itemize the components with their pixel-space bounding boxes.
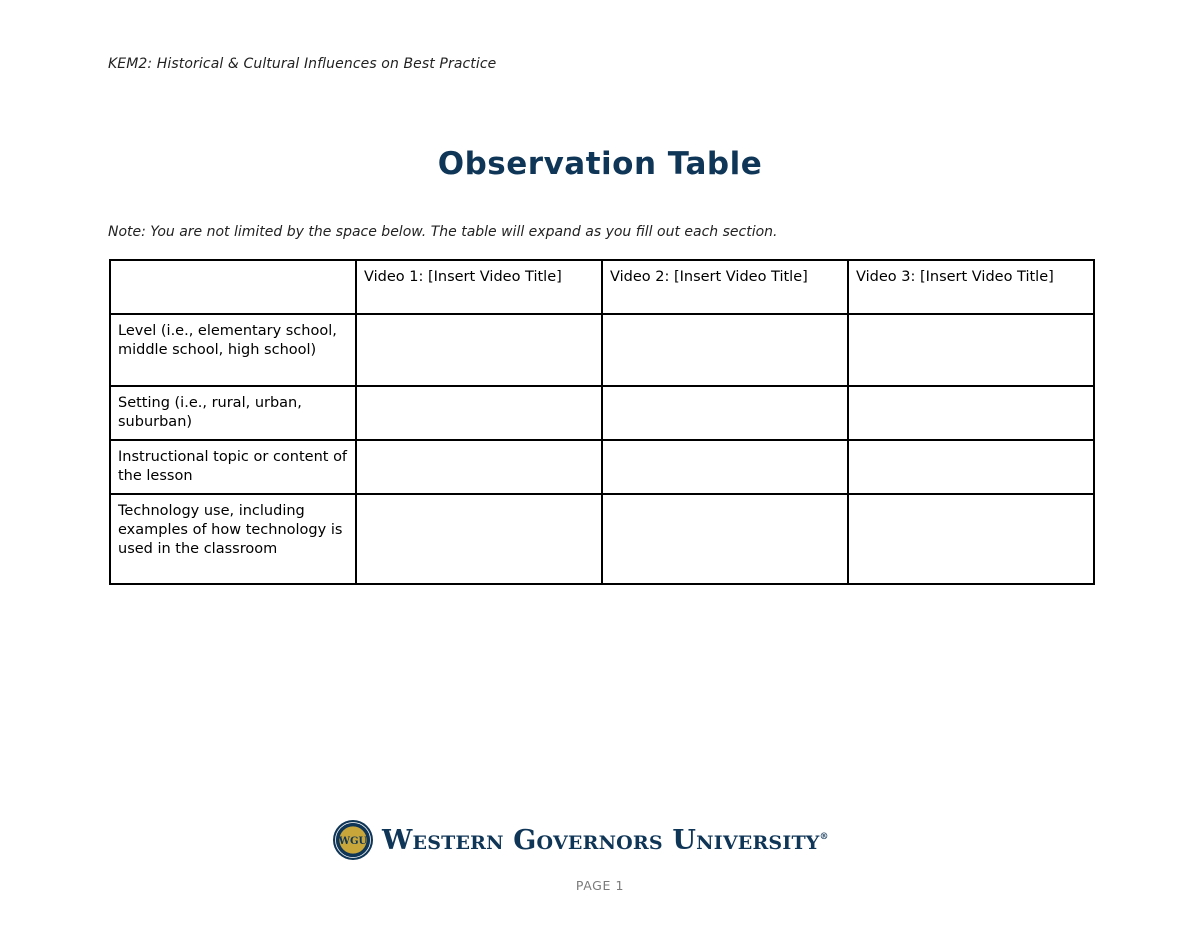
university-name (382, 825, 829, 856)
table-row (110, 440, 1094, 494)
column-header-video-2: Video 2: [Insert Video Title] (602, 260, 848, 314)
page-title: Observation Table (437, 146, 763, 182)
row-label-level: Level (i.e., elementary school, middle school, high school) (110, 314, 356, 386)
table-cell-technology-video-3[interactable] (848, 494, 1094, 584)
table-cell-technology-video-1[interactable] (356, 494, 602, 584)
table-cell-setting-video-1[interactable] (356, 386, 602, 440)
university-name-text: Western Governors University (382, 824, 820, 856)
wgu-logo (332, 818, 829, 862)
university-seal-icon (332, 819, 374, 861)
table-cell-level-video-2[interactable] (602, 314, 848, 386)
registered-mark: ® (819, 831, 829, 842)
table-cell-topic-video-2[interactable] (602, 440, 848, 494)
table-cell-setting-video-2[interactable] (602, 386, 848, 440)
table-cell-topic-video-3[interactable] (848, 440, 1094, 494)
table-row (110, 386, 1094, 440)
column-header-video-1: Video 1: [Insert Video Title] (356, 260, 602, 314)
row-label-setting: Setting (i.e., rural, urban, suburban) (110, 386, 356, 440)
page-number: PAGE 1 (575, 878, 625, 893)
table-cell-topic-video-1[interactable] (356, 440, 602, 494)
column-header-video-3: Video 3: [Insert Video Title] (848, 260, 1094, 314)
document-header: KEM2: Historical & Cultural Influences on Best Practice (108, 56, 497, 72)
row-label-technology: Technology use, including examples of how technology is used in the classroom (110, 494, 356, 584)
row-label-topic: Instructional topic or content of the lesson (110, 440, 356, 494)
observation-table (109, 259, 1095, 585)
note-text: Note: You are not limited by the space below. The table will expand as you fill out each section. (108, 224, 778, 240)
table-row (110, 314, 1094, 386)
table-cell-level-video-3[interactable] (848, 314, 1094, 386)
table-corner-cell (110, 260, 356, 314)
table-header-row (110, 260, 1094, 314)
table-cell-setting-video-3[interactable] (848, 386, 1094, 440)
table-row (110, 494, 1094, 584)
table-cell-technology-video-2[interactable] (602, 494, 848, 584)
seal-monogram: WGU (338, 836, 368, 847)
table-cell-level-video-1[interactable] (356, 314, 602, 386)
